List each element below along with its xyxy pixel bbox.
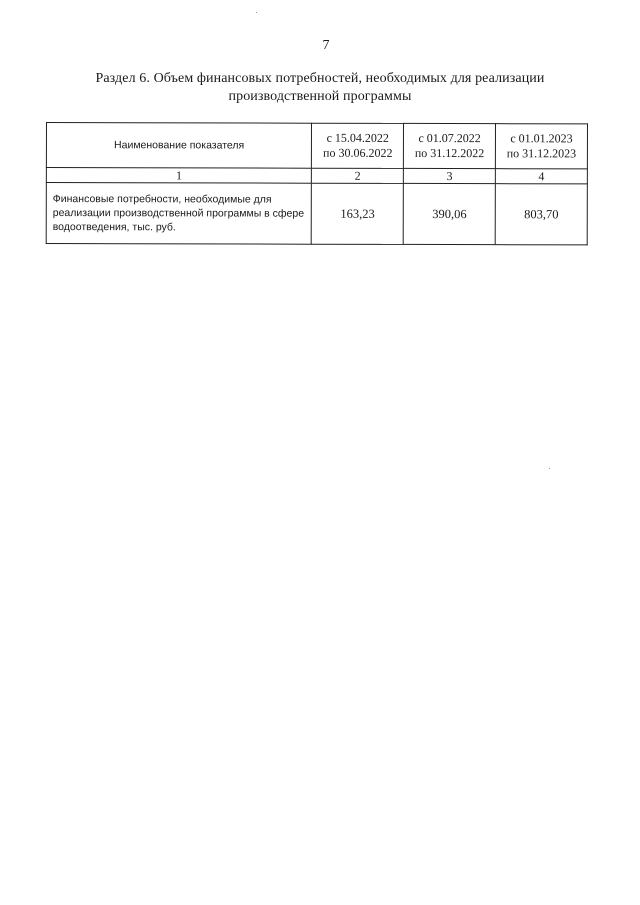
header-period-1-to: по 30.06.2022 bbox=[323, 145, 393, 160]
header-period-3-from: с 01.01.2023 bbox=[510, 131, 573, 146]
row-value-period-2: 390,06 bbox=[403, 183, 495, 244]
scan-speck bbox=[549, 468, 550, 469]
column-number-row bbox=[46, 168, 587, 184]
header-period-3 bbox=[495, 124, 587, 169]
column-number-2: 2 bbox=[312, 168, 404, 183]
section-title-line-1: Раздел 6. Объем финансовых потребностей, необходимых для реализации bbox=[95, 71, 545, 86]
header-indicator-name bbox=[46, 123, 312, 169]
header-indicator-name-text: Наименование показателя bbox=[114, 138, 245, 152]
scan-speck bbox=[256, 12, 257, 13]
row-value-period-3: 803,70 bbox=[495, 184, 587, 245]
table-row bbox=[46, 183, 587, 245]
column-number-1: 1 bbox=[46, 168, 311, 184]
table-header-row bbox=[46, 123, 587, 169]
row-indicator-name: Финансовые потребности, необходимые для реализации производственной программы в сфере водоотведения, тыс. руб. bbox=[46, 183, 312, 245]
financial-needs-table bbox=[46, 122, 588, 245]
column-number-4: 4 bbox=[495, 169, 587, 184]
row-value-period-1: 163,23 bbox=[312, 183, 404, 244]
header-period-2-to: по 31.12.2022 bbox=[414, 145, 485, 161]
page-number: 7 bbox=[322, 38, 330, 53]
section-title bbox=[60, 70, 580, 106]
header-period-2-from: с 01.07.2022 bbox=[418, 130, 481, 146]
header-period-2 bbox=[404, 123, 496, 168]
column-number-3: 3 bbox=[404, 168, 496, 183]
section-title-line-2: производственной программы bbox=[228, 89, 412, 104]
header-period-1 bbox=[312, 123, 404, 168]
header-period-3-to: по 31.12.2023 bbox=[506, 146, 577, 161]
header-period-1-from: с 15.04.2022 bbox=[326, 130, 389, 145]
